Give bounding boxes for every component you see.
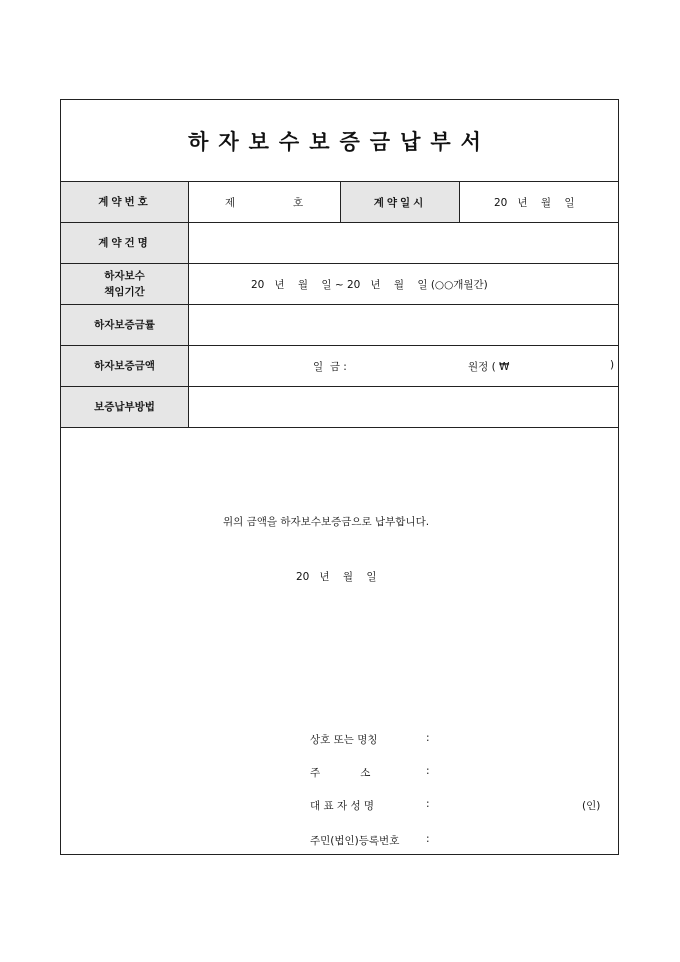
guarantee-amount-row [61, 346, 618, 387]
amount-words-label: 일 금 : [313, 361, 347, 373]
warranty-period-label-line2: 책임기간 [104, 286, 145, 298]
registration-number-label: 주민(법인)등록번호 [310, 835, 400, 847]
address-label: 주 소 [310, 767, 371, 779]
payment-method-label: 보증납부방법 [61, 387, 189, 427]
contract-name-label: 계약건명 [61, 223, 189, 263]
warranty-period-row [61, 264, 618, 305]
contract-number-suffix: 호 [293, 197, 304, 209]
warranty-period-label [61, 264, 189, 304]
statement-date: 20 년 월 일 [296, 571, 377, 583]
company-name-label: 상호 또는 명칭 [310, 734, 378, 746]
seal-mark: (인) [582, 800, 601, 812]
contract-number-label: 계약번호 [61, 182, 189, 222]
contract-number-prefix: 제 [225, 197, 236, 209]
warranty-period-label-line1: 하자보수 [104, 269, 145, 282]
payment-form [60, 99, 619, 855]
contract-date-value: 20 년 월 일 [494, 197, 575, 209]
address-colon: : [426, 765, 430, 777]
contract-name-row [61, 223, 618, 264]
guarantee-amount-label: 하자보증금액 [61, 346, 189, 386]
payment-method-row [61, 387, 618, 428]
contract-number-row [61, 182, 618, 223]
guarantee-rate-label: 하자보증금률 [61, 305, 189, 345]
guarantee-rate-row [61, 305, 618, 346]
statement-text: 위의 금액을 하자보수보증금으로 납부합니다. [223, 516, 430, 528]
form-title: 하자보수보증금납부서 [61, 100, 618, 182]
representative-label: 대 표 자 성 명 [310, 800, 375, 812]
contract-date-label: 계약일시 [340, 182, 460, 222]
company-name-colon: : [426, 732, 430, 744]
warranty-period-value: 20 년 월 일 ~ 20 년 월 일 (○○개월간) [251, 279, 488, 291]
amount-won-label: 원정 ( ₩ [468, 361, 510, 373]
representative-colon: : [426, 798, 430, 810]
registration-number-colon: : [426, 833, 430, 845]
amount-close-paren: ) [610, 359, 615, 371]
